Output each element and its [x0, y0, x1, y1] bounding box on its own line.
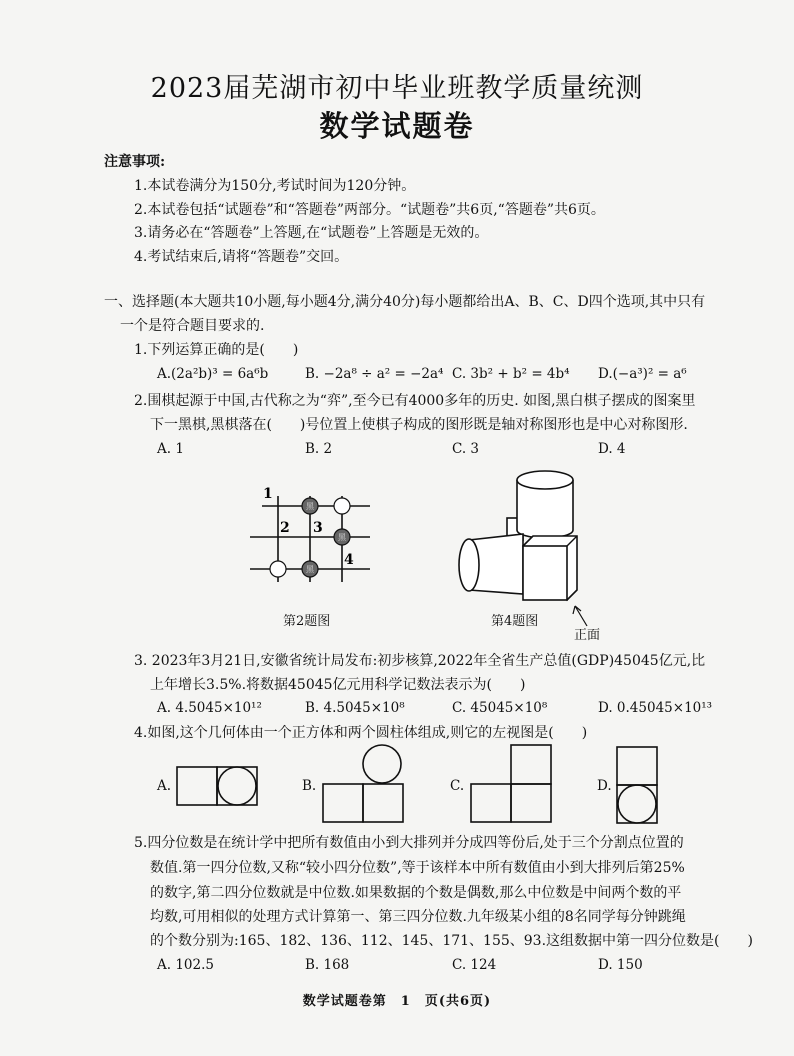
- exam-title: 2023届芜湖市初中毕业班教学质量统测: [150, 73, 644, 104]
- stone-text: 黑: [306, 565, 314, 574]
- question-3-stem: 上年增长3.5%.将数据45045亿元用科学记数法表示为( ): [150, 677, 526, 693]
- q5-option-c: C. 124: [452, 957, 497, 973]
- q4-option-a-label: A.: [157, 778, 172, 794]
- q4-option-d-view: [616, 746, 658, 826]
- q3-option-c: C. 45045×10⁸: [452, 700, 548, 716]
- q2-option-c: C. 3: [452, 441, 480, 457]
- grid-label: 2: [280, 520, 290, 536]
- notice-item: 1.本试卷满分为150分,考试时间为120分钟。: [134, 178, 416, 194]
- page-footer: 数学试题卷第 1 页(共6页): [302, 994, 492, 1009]
- q3-option-b: B. 4.5045×10⁸: [305, 700, 405, 716]
- q1-option-b: B. −2a⁸ ÷ a² = −2a⁴: [305, 366, 444, 382]
- q2-option-a: A. 1: [157, 441, 184, 457]
- q2-option-d: D. 4: [598, 441, 626, 457]
- question-2-stem: 下一黑棋,黑棋落在( )号位置上使棋子构成的图形既是轴对称图形也是中心对称图形.: [150, 417, 688, 433]
- q1-option-a: A.(2a²b)³ = 6a⁶b: [157, 366, 269, 382]
- front-label: 正面: [574, 628, 601, 643]
- grid-label: 1: [263, 486, 273, 502]
- question-4-stem: 4.如图,这个几何体由一个正方体和两个圆柱体组成,则它的左视图是( ): [134, 725, 588, 741]
- notice-item: 4.考试结束后,请将“答题卷”交回。: [134, 249, 349, 265]
- grid-label: 4: [344, 552, 354, 568]
- q4-option-b-view: [322, 744, 404, 824]
- q5-option-a: A. 102.5: [157, 957, 214, 973]
- question-3-stem: 3. 2023年3月21日,安徽省统计局发布:初步核算,2022年全省生产总值(GDP)45045亿元,比: [134, 653, 706, 669]
- q1-option-c: C. 3b² + b² = 4b⁴: [452, 366, 570, 382]
- go-board-figure: [250, 478, 390, 598]
- q4-option-b-label: B.: [302, 778, 317, 794]
- q4-option-d-label: D.: [597, 778, 612, 794]
- white-stone: [270, 561, 286, 577]
- question-5-stem: 5.四分位数是在统计学中把所有数值由小到大排列并分成四等份后,处于三个分割点位置的: [134, 835, 684, 851]
- question-5-stem: 数值.第一四分位数,又称“较小四分位数”,等于该样本中所有数值由小到大排列后第25%: [150, 860, 685, 876]
- q5-option-d: D. 150: [598, 957, 643, 973]
- stone-text: 黑: [338, 533, 346, 542]
- white-stone: [334, 498, 350, 514]
- section-instruction: 一个是符合题目要求的.: [120, 318, 265, 334]
- exam-subtitle: 数学试题卷: [319, 109, 475, 143]
- question-1-stem: 1.下列运算正确的是( ): [134, 342, 299, 358]
- q4-option-a-view: [176, 766, 258, 808]
- q5-option-b: B. 168: [305, 957, 350, 973]
- figure-4-caption: 第4题图: [491, 614, 539, 629]
- notice-item: 3.请务必在“答题卷”上答题,在“试题卷”上答题是无效的。: [134, 225, 489, 241]
- question-5-stem: 的个数分别为:165、182、136、112、145、171、155、93.这组数据中第一四分位数是( ): [150, 933, 753, 949]
- q4-option-c-label: C.: [450, 778, 465, 794]
- section-instruction: 一、选择题(本大题共10小题,每小题4分,满分40分)每小题都给出A、B、C、D四个选项,其中只有: [104, 294, 706, 310]
- solid-figure: [455, 468, 625, 608]
- q3-option-d: D. 0.45045×10¹³: [598, 700, 713, 716]
- stone-text: 黑: [306, 502, 314, 511]
- q4-option-c-view: [470, 744, 552, 824]
- q3-option-a: A. 4.5045×10¹²: [157, 700, 262, 716]
- notice-item: 2.本试卷包括“试题卷”和“答题卷”两部分。“试题卷”共6页,“答题卷”共6页。: [134, 202, 605, 218]
- q2-option-b: B. 2: [305, 441, 333, 457]
- notice-heading: 注意事项:: [104, 154, 166, 170]
- grid-label: 3: [313, 520, 323, 536]
- q1-option-d: D.(−a³)² = a⁶: [598, 366, 687, 382]
- figure-2-caption: 第2题图: [283, 614, 331, 629]
- question-5-stem: 均数,可用相似的处理方式计算第一、第三四分位数.九年级某小组的8名同学每分钟跳绳: [150, 909, 686, 925]
- question-5-stem: 的数字,第二四分位数就是中位数.如果数据的个数是偶数,那么中位数是中间两个数的平: [150, 885, 682, 901]
- question-2-stem: 2.围棋起源于中国,古代称之为“弈”,至今已有4000多年的历史. 如图,黑白棋子摆成的图案里: [134, 393, 696, 409]
